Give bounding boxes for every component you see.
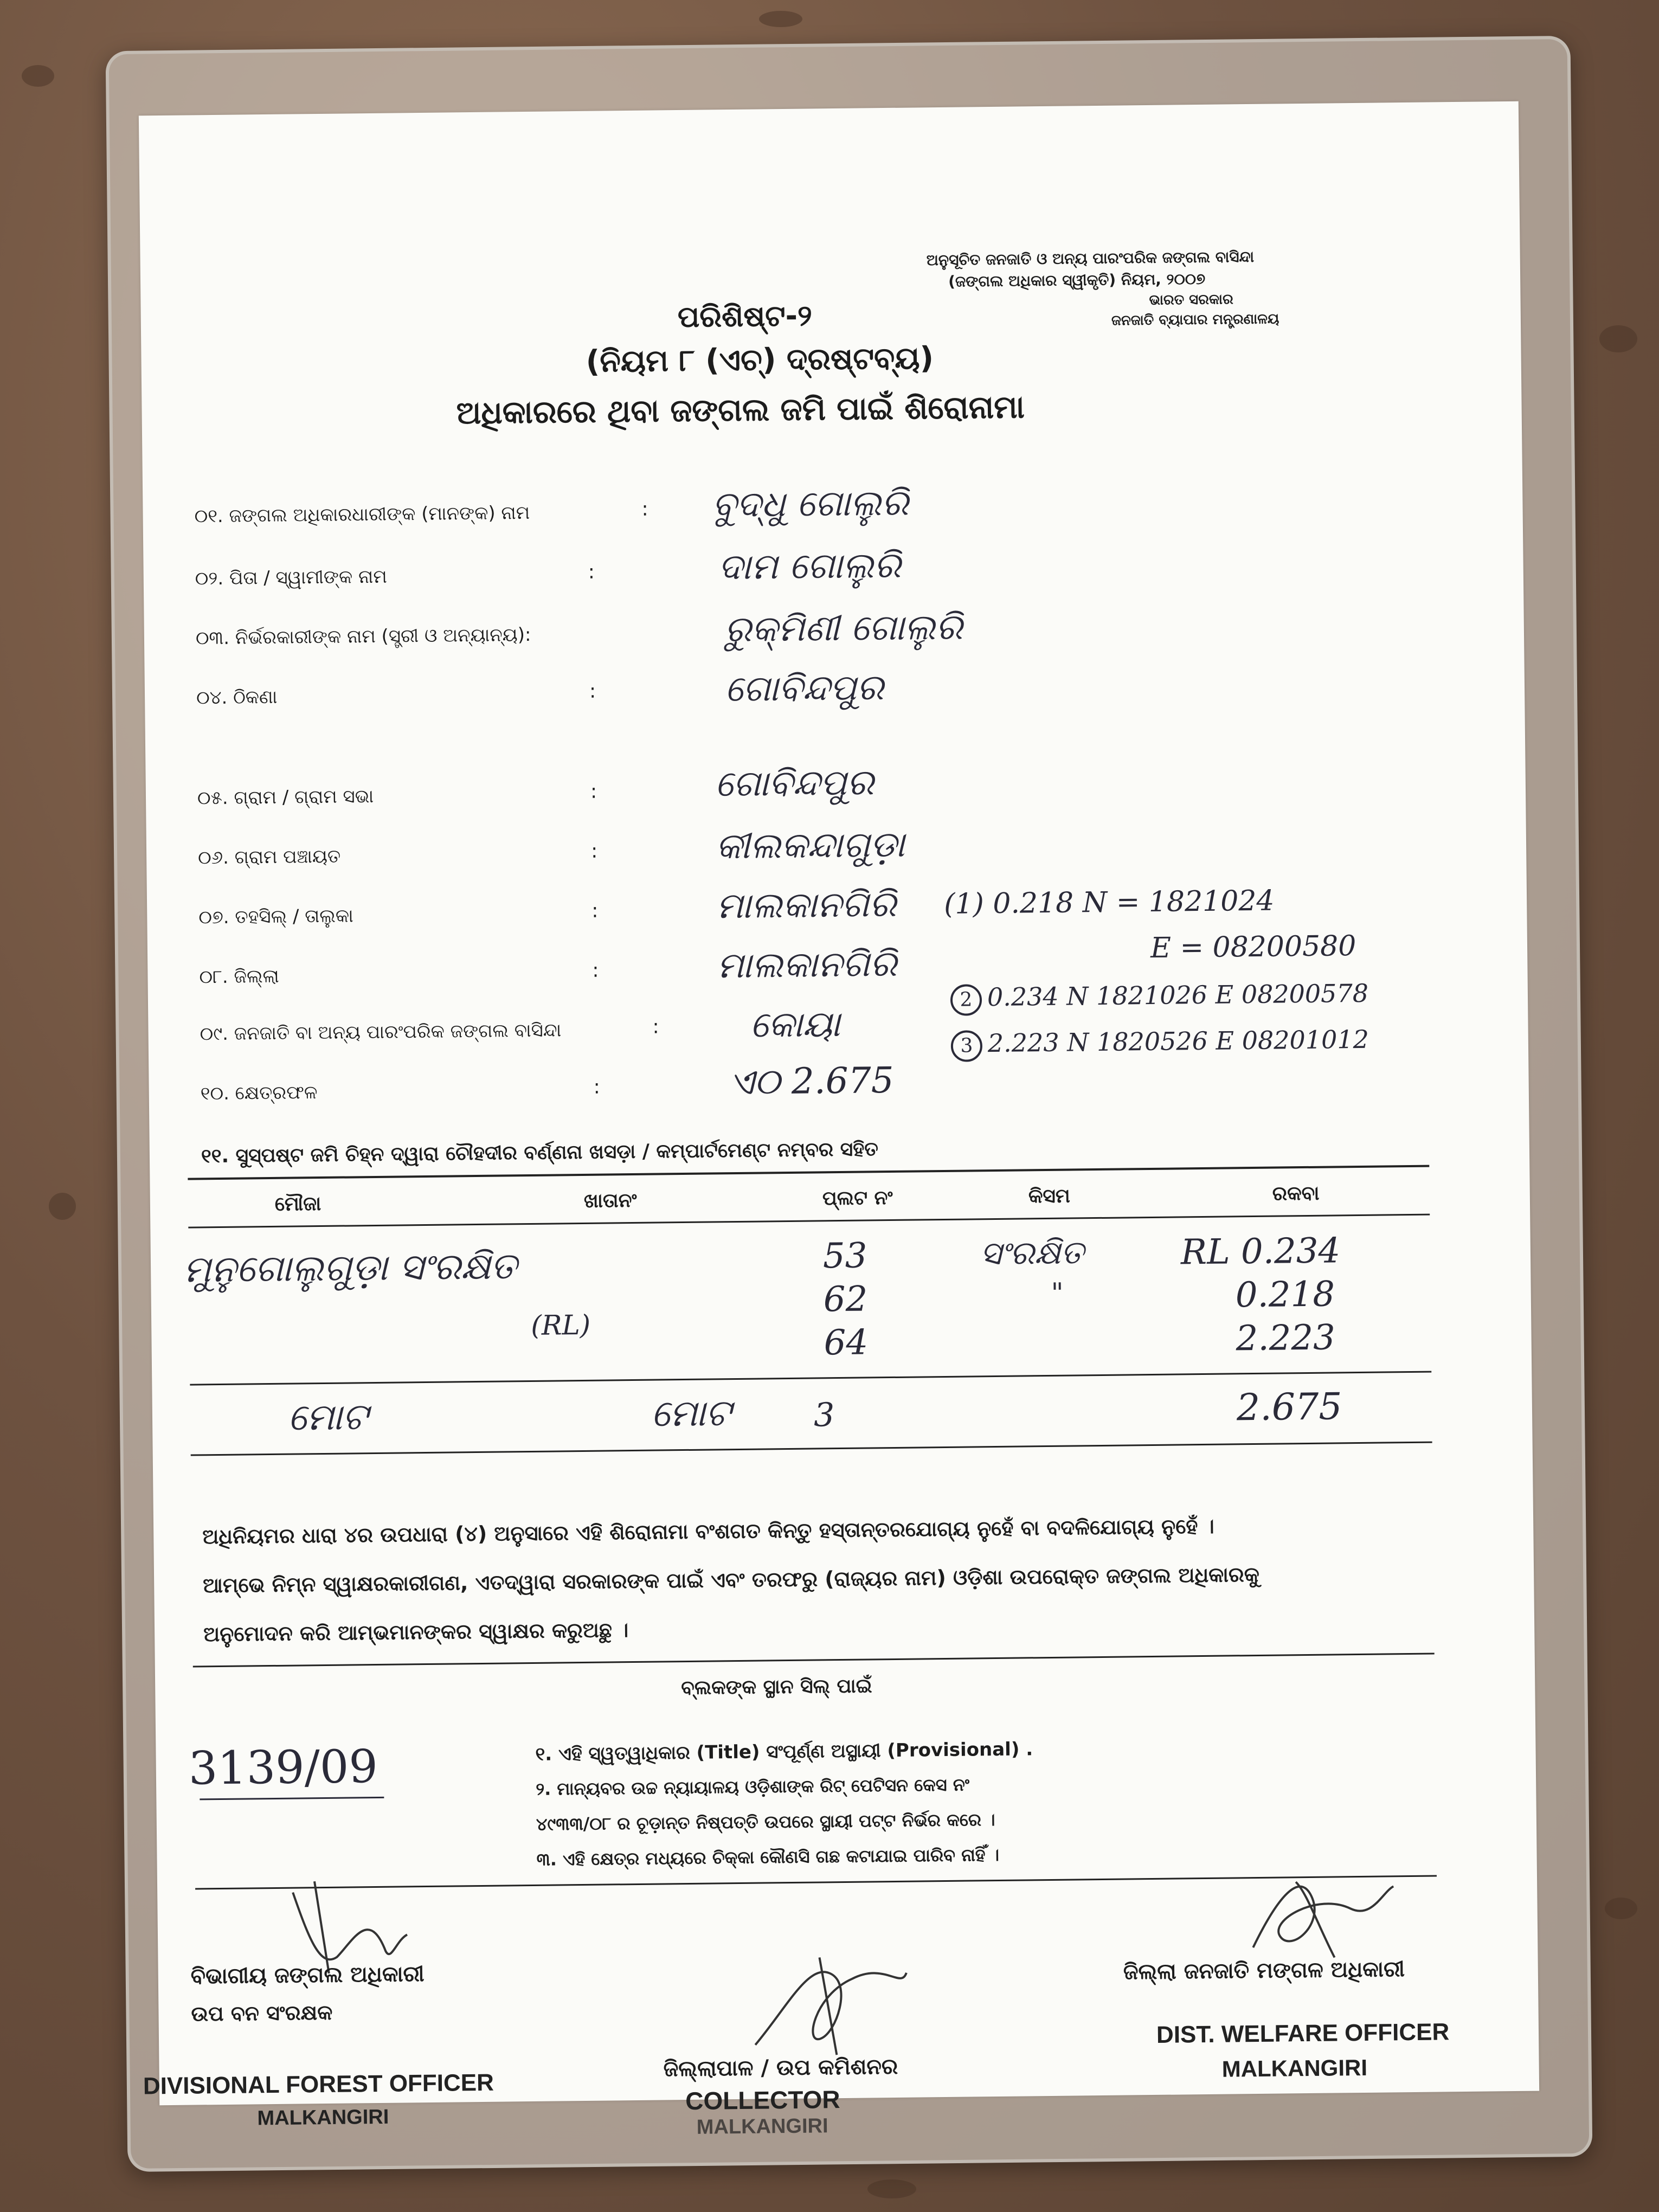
coordinate-line-1: (1) 0.218 N = 1821024 bbox=[943, 884, 1275, 921]
field-value-tribe: କୋୟା bbox=[750, 1002, 841, 1046]
plot-number: 53 bbox=[822, 1236, 867, 1277]
dfo-stamp: DIVISIONAL FOREST OFFICER bbox=[143, 2069, 494, 2100]
kisam-value: " bbox=[1051, 1277, 1064, 1309]
note-line: ୨. ମାନ୍ୟବର ଉଚ୍ଚ ନ୍ୟାୟାଳୟ ଓଡ଼ିଶାଙ୍କ ରିଟ୍ ପେଟିସନ କେସ ନଂ bbox=[536, 1774, 970, 1799]
collector-stamp: COLLECTOR bbox=[685, 2085, 840, 2115]
total-label-2: ମୋଟ bbox=[651, 1392, 731, 1436]
table-total-rule bbox=[190, 1371, 1431, 1386]
field-value-holder-name: ବୁଦ୍ଧୁ ଗୋଲୁରି bbox=[712, 481, 909, 526]
note-line: ୩. ଏହି କ୍ଷେତ୍ର ମଧ୍ୟରେ ଚିକ୍କା କୌଣସି ଗଛ କଟାଯାଇ ପାରିବ ନାହିଁ । bbox=[536, 1844, 1000, 1870]
field-value-father-name: ଦାମ ଗୋଲୁରି bbox=[718, 544, 902, 588]
area-value: 2.223 bbox=[1236, 1317, 1336, 1359]
rl-note: (RL) bbox=[530, 1309, 591, 1341]
statement-line: ଅଧିନିୟମର ଧାରା ୪ର ଉପଧାରା (୪) ଅନୁସାରେ ଏହି ଶିରୋନାମା ବଂଶଗତ କିନ୍ତୁ ହସ୍ତାନ୍ତରଯୋଗ୍ୟ ନୁହେଁ ବା ବଦଳିଯୋଗ୍ୟ ନୁହେଁ । bbox=[202, 1514, 1214, 1549]
field-label: ୦୭. ତହସିଲ୍ / ତାଲୁକା bbox=[198, 905, 353, 929]
field-label: ୦୩. ନିର୍ଭରକାରୀଙ୍କ ନାମ (ସ୍ତ୍ରୀ ଓ ଅନ୍ୟାନ୍ୟ): bbox=[195, 623, 531, 650]
kisam-value: ସଂରକ୍ଷିତ bbox=[980, 1233, 1084, 1273]
serial-number: 3139/09 bbox=[188, 1739, 378, 1795]
collector-signature bbox=[743, 1940, 918, 2061]
field-label: ୦୬. ଗ୍ରାମ ପଞ୍ଚାୟତ bbox=[197, 845, 341, 869]
column-header: ଖାତାନଂ bbox=[583, 1189, 637, 1212]
header-act-line-1: ଅନୁସୂଚିତ ଜନଜାତି ଓ ଅନ୍ୟ ପାରଂପରିକ ଜଙ୍ଗଲ ବାସିନ୍ଦା bbox=[926, 247, 1255, 269]
field-colon: : bbox=[591, 899, 599, 922]
field-colon: : bbox=[652, 1015, 659, 1038]
boundary-heading: ୧୧. ସୁସ୍ପଷ୍ଟ ଜମି ଚିହ୍ନ ଦ୍ୱାରା ଚୌହଦୀର ବର୍ଣ୍ଣନା ଖସଡ଼ା / କମ୍ପାର୍ଟମେଣ୍ଟ ନମ୍ବର ସହିତ bbox=[201, 1138, 879, 1168]
serial-underline bbox=[200, 1797, 384, 1801]
column-header: କିସମ bbox=[1028, 1185, 1071, 1208]
field-colon: : bbox=[590, 840, 598, 863]
rule-reference: (ନିୟମ ୮ (ଏଚ୍) ଦ୍ରଷ୍ଟବ୍ୟ) bbox=[586, 340, 934, 380]
column-header: ରକବା bbox=[1272, 1182, 1320, 1205]
table-bottom-rule bbox=[191, 1442, 1432, 1456]
total-label: ମୋଟ bbox=[287, 1396, 368, 1439]
field-value-village: ଗୋବିନ୍ଦପୁର bbox=[715, 761, 874, 805]
coordinate-line-3 bbox=[951, 1025, 1369, 1062]
field-label: ୦୪. ଠିକଣା bbox=[196, 686, 278, 709]
field-value-area: ଏ୦ 2.675 bbox=[729, 1059, 895, 1103]
collector-stamp-place: MALKANGIRI bbox=[696, 2114, 828, 2139]
coordinate-text: 0.234 N 1821026 E 08200578 bbox=[987, 978, 1369, 1012]
dfo-title: ବିଭାଗୀୟ ଜଙ୍ଗଲ ଅଧିକାରୀ bbox=[190, 1962, 425, 1989]
field-value-panchayat: କୀଲକନ୍ଦାଗୁଡ଼ା bbox=[715, 823, 905, 867]
field-label: ୦୨. ପିତା / ସ୍ୱାମୀଙ୍କ ନାମ bbox=[195, 565, 387, 590]
header-ministry-line: ଜନଜାତି ବ୍ୟାପାର ମନ୍ତ୍ରଣାଳୟ bbox=[1111, 311, 1279, 329]
column-header: ପ୍ଲଟ ନଂ bbox=[822, 1186, 893, 1210]
circled-number: 2 bbox=[950, 984, 982, 1016]
mouza-value: ମୁନୁଗୋଲୁଗୁଡ଼ା ସଂରକ୍ଷିତ bbox=[183, 1245, 517, 1291]
header-govt-line: ଭାରତ ସରକାର bbox=[1149, 291, 1233, 308]
field-colon: : bbox=[589, 680, 596, 703]
total-plots: 3 bbox=[813, 1396, 835, 1435]
dfo-subtitle: ଉପ ବନ ସଂରକ୍ଷକ bbox=[191, 2000, 333, 2026]
dwo-stamp: DIST. WELFARE OFFICER bbox=[1156, 2018, 1450, 2048]
circled-number: 3 bbox=[951, 1030, 983, 1062]
field-label: ୦୧. ଜଙ୍ଗଲ ଅଧିକାରଧାରୀଙ୍କ (ମାନଙ୍କ) ନାମ bbox=[194, 501, 530, 528]
field-colon: : bbox=[593, 1076, 601, 1098]
column-header: ମୌଜା bbox=[274, 1193, 321, 1216]
dwo-title: ଜିଲ୍ଲା ଜନଜାତି ମଙ୍ଗଳ ଅଧିକାରୀ bbox=[1123, 1957, 1405, 1985]
plot-number: 62 bbox=[823, 1279, 868, 1320]
field-colon: : bbox=[590, 780, 597, 803]
total-area: 2.675 bbox=[1236, 1385, 1342, 1430]
field-label: ୦୫. ଗ୍ରାମ / ଗ୍ରାମ ସଭା bbox=[197, 785, 374, 809]
coordinate-text: 2.223 N 1820526 E 08201012 bbox=[987, 1024, 1369, 1058]
dwo-stamp-place: MALKANGIRI bbox=[1221, 2054, 1368, 2082]
table-header-rule bbox=[188, 1214, 1430, 1229]
statement-line: ଅନୁମୋଦନ କରି ଆମ୍ଭମାନଙ୍କର ସ୍ୱାକ୍ଷର କରୁଅଛୁ । bbox=[203, 1618, 629, 1647]
note-line: ୧. ଏହି ସ୍ୱତ୍ୱାଧିକାର (Title) ସଂପୂର୍ଣ୍ଣ ଅସ୍ଥାୟୀ (Provisional) . bbox=[535, 1738, 1033, 1765]
field-value-dependents: ରୁକ୍ମିଣୀ ଗୋଲୁରି bbox=[724, 606, 963, 651]
field-value-address: ଗୋବିନ୍ଦପୁର bbox=[724, 666, 884, 710]
dfo-stamp-place: MALKANGIRI bbox=[257, 2105, 389, 2130]
coordinate-line-2 bbox=[950, 979, 1369, 1016]
header-act-line-2: (ଜଙ୍ଗଲ ଅଧିକାର ସ୍ୱୀକୃତି) ନିୟମ, ୨୦୦୭ bbox=[948, 269, 1206, 291]
area-value: RL 0.234 bbox=[1180, 1231, 1341, 1273]
field-colon: : bbox=[592, 959, 599, 982]
field-value-tehsil: ମାଲକାନଗିରି bbox=[716, 883, 897, 927]
field-value-district: ମାଲକାନଗିରି bbox=[716, 942, 897, 987]
statement-rule bbox=[193, 1653, 1435, 1668]
plot-number: 64 bbox=[824, 1322, 869, 1364]
note-line: ୪୯୩୩/୦୮ ର ଚୂଡ଼ାନ୍ତ ନିଷ୍ପତ୍ତି ଉପରେ ସ୍ଥାୟୀ ପଟ୍ଟ ନିର୍ଭର କରେ । bbox=[536, 1809, 995, 1835]
table-top-rule bbox=[188, 1165, 1429, 1180]
field-colon: : bbox=[588, 561, 595, 583]
collector-title: ଜିଲ୍ଲାପାଳ / ଉପ କମିଶନର bbox=[663, 2054, 898, 2082]
coordinate-line-1b: E = 08200580 bbox=[1150, 929, 1356, 964]
field-colon: : bbox=[641, 498, 648, 520]
field-label: ୦୮. ଜିଲ୍ଲା bbox=[199, 965, 279, 988]
dwo-signature bbox=[1231, 1859, 1405, 1969]
document-title: ଅଧିକାରରେ ଥିବା ଜଙ୍ଗଲ ଜମି ପାଇଁ ଶିରୋନାମା bbox=[456, 388, 1025, 432]
title-document bbox=[139, 101, 1539, 2139]
field-label: ୧୦. କ୍ଷେତ୍ରଫଳ bbox=[200, 1082, 318, 1105]
area-value: 0.218 bbox=[1235, 1274, 1335, 1316]
schedule-heading: ପରିଶିଷ୍ଟ-୨ bbox=[677, 298, 813, 335]
seal-space-label: ବ୍ଲକଙ୍କ ସ୍ଥାନ ସିଲ୍ ପାଇଁ bbox=[681, 1675, 872, 1700]
field-label: ୦୯. ଜନଜାତି ବା ଅନ୍ୟ ପାରଂପରିକ ଜଙ୍ଗଲ ବାସିନ୍ଦା bbox=[200, 1019, 562, 1045]
statement-line: ଆମ୍ଭେ ନିମ୍ନ ସ୍ୱାକ୍ଷରକାରୀଗଣ, ଏତଦ୍ୱାରା ସରକାରଙ୍କ ପାଇଁ ଏବଂ ତରଫରୁ (ରାଜ୍ୟର ନାମ) ଓଡ଼ିଶା ଉପରୋକ୍ତ ଜଙ୍ଗଲ ଅଧିକାରକୁ bbox=[203, 1562, 1260, 1598]
